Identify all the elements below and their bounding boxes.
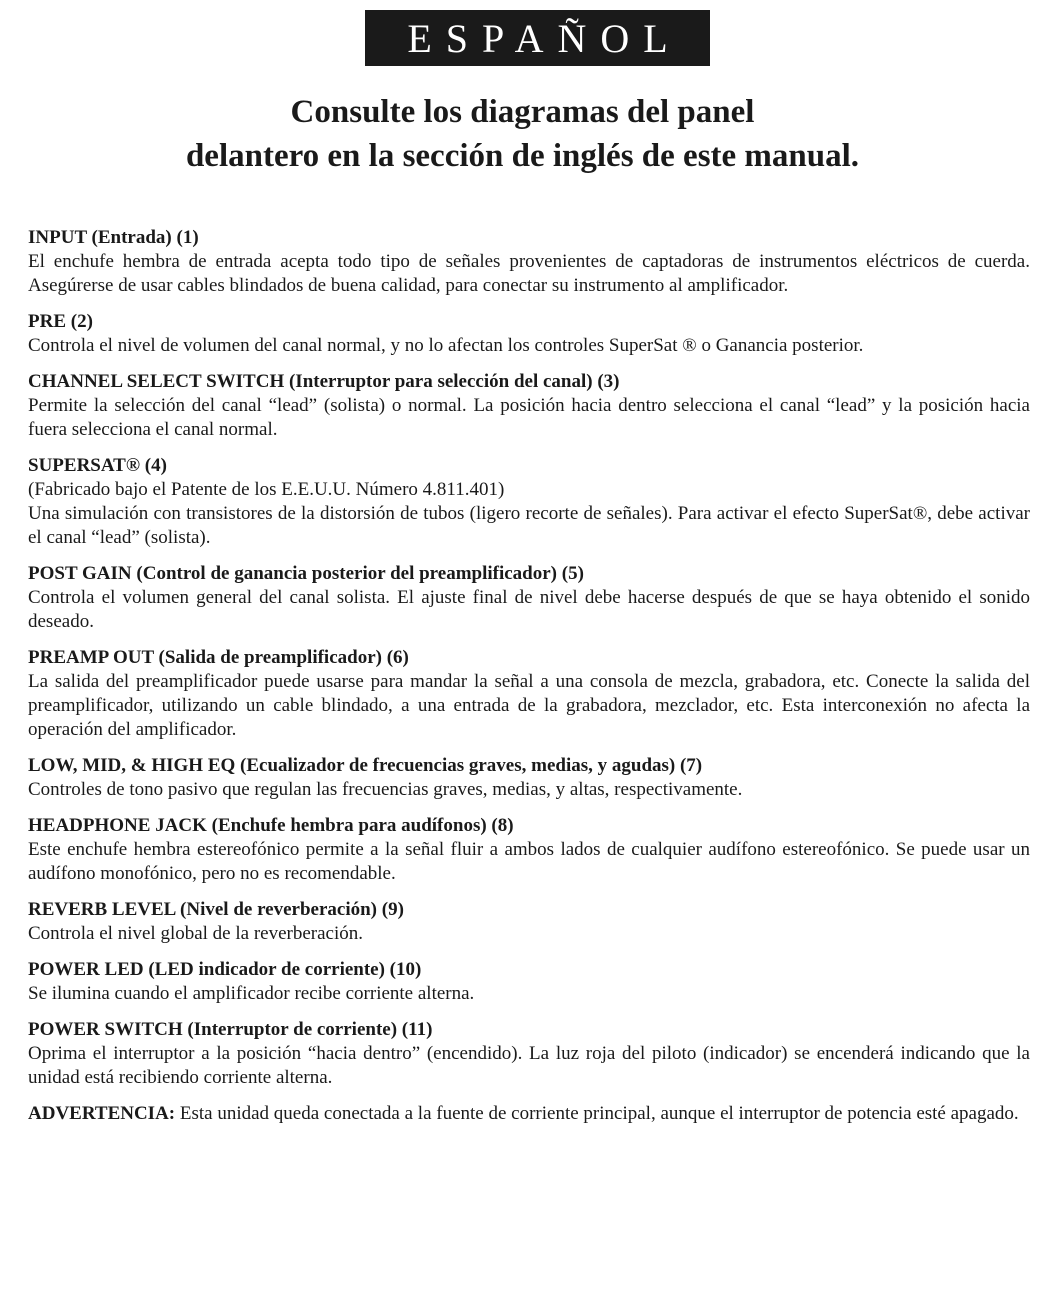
section-post-gain [28, 562, 1030, 634]
section-preamp-out [28, 646, 1030, 742]
section-power-switch [28, 1018, 1030, 1090]
page-heading [0, 90, 1045, 178]
section-title: PRE (2) [28, 311, 93, 332]
section-text: Controla el nivel de volumen del canal normal, y no lo afectan los controles SuperSat ® o Ganancia posterior. [28, 335, 864, 356]
section-pre [28, 310, 1030, 358]
section-channel-select [28, 370, 1030, 442]
section-title: POST GAIN (Control de ganancia posterior del preamplificador) (5) [28, 563, 584, 584]
section-text: Controla el volumen general del canal solista. El ajuste final de nivel debe hacerse después de que se haya obtenido el sonido deseado. [28, 587, 1030, 632]
section-text: Oprima el interruptor a la posición “hacia dentro” (encendido). La luz roja del piloto (indicador) se encenderá indicando que la unidad está recibiendo corriente alterna. [28, 1043, 1030, 1088]
section-text: (Fabricado bajo el Patente de los E.E.U.U. Número 4.811.401) [28, 479, 505, 500]
manual-body [28, 226, 1030, 1138]
section-title: SUPERSAT® (4) [28, 455, 167, 476]
section-title: LOW, MID, & HIGH EQ (Ecualizador de frecuencias graves, medias, y agudas) (7) [28, 755, 703, 776]
section-text: Este enchufe hembra estereofónico permite a la señal fluir a ambos lados de cualquier audífono estereofónico. Se puede usar un audífono monofónico, pero no es recomendable. [28, 839, 1030, 884]
section-reverb-level [28, 898, 1030, 946]
section-title: POWER SWITCH (Interruptor de corriente) (11) [28, 1019, 433, 1040]
section-title: HEADPHONE JACK (Enchufe hembra para audífonos) (8) [28, 815, 514, 836]
heading-line-2: delantero en la sección de inglés de este manual. [185, 138, 860, 174]
section-power-led [28, 958, 1030, 1006]
section-text: Permite la selección del canal “lead” (solista) o normal. La posición hacia dentro selecciona el canal “lead” y la posición hacia fuera selecciona el canal normal. [28, 395, 1030, 440]
section-text: Controla el nivel global de la reverberación. [28, 923, 364, 944]
heading-line-1: Consulte los diagramas del panel [290, 94, 755, 130]
warning-text: Esta unidad queda conectada a la fuente de corriente principal, aunque el interruptor de potencia esté apagado. [175, 1103, 1019, 1124]
section-title: PREAMP OUT (Salida de preamplificador) (6) [28, 647, 409, 668]
section-text: El enchufe hembra de entrada acepta todo tipo de señales provenientes de captadoras de instrumentos eléctricos de cuerda. Asegúrerse de usar cables blindados de buena calidad, para conectar su instrumento al amplificador. [28, 251, 1030, 296]
section-title: CHANNEL SELECT SWITCH (Interruptor para selección del canal) (3) [28, 371, 620, 392]
section-input [28, 226, 1030, 298]
section-supersat [28, 454, 1030, 550]
section-title: POWER LED (LED indicador de corriente) (10) [28, 959, 422, 980]
section-text: La salida del preamplificador puede usarse para mandar la señal a una consola de mezcla, grabadora, etc. Conecte la salida del preamplificador, utilizando un cable blindado, a una entrada de la grabadora, mezclador, etc. Esta interconexión no afecta la operación del amplificador. [28, 671, 1030, 740]
section-headphone-jack [28, 814, 1030, 886]
warning-label: ADVERTENCIA: [28, 1103, 176, 1124]
banner-title: ESPAÑOL [407, 15, 682, 61]
section-title: INPUT (Entrada) (1) [28, 227, 199, 248]
section-eq [28, 754, 1030, 802]
language-banner [365, 10, 710, 66]
section-text: Controles de tono pasivo que regulan las frecuencias graves, medias, y altas, respectivamente. [28, 779, 743, 800]
section-title: REVERB LEVEL (Nivel de reverberación) (9) [28, 899, 404, 920]
warning-note [28, 1102, 1030, 1126]
section-text: Se ilumina cuando el amplificador recibe corriente alterna. [28, 983, 475, 1004]
section-text: Una simulación con transistores de la distorsión de tubos (ligero recorte de señales). Para activar el efecto SuperSat®, debe activar el canal “lead” (solista). [28, 503, 1030, 548]
